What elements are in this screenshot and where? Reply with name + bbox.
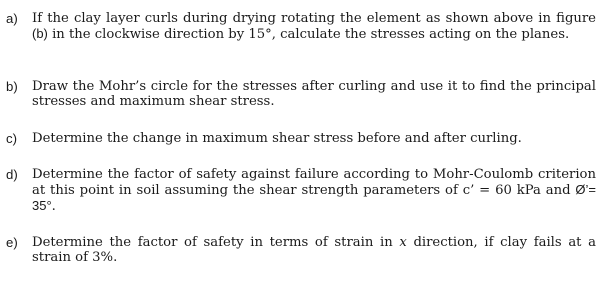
question-text-segment: If the clay layer curls during drying rotating the element as shown above in figure — [32, 11, 596, 26]
question-text-segment: Determine the factor of safety against failure according to Mohr-Coulomb criterion at this point in soil assuming the shear strength parameters of c’ = 60 kPa and — [32, 167, 596, 199]
friction-angle-value: Ø’= 35° — [32, 182, 596, 214]
x-direction-symbol: x — [399, 235, 407, 250]
question-text-segment: in the clockwise direction by 15°, calculate the stresses acting on the planes. — [47, 27, 570, 43]
question-text — [32, 79, 596, 109]
question-text-segment: direction, if clay fails at a strain of 3%. — [32, 235, 596, 266]
question-marker: d) — [6, 167, 18, 182]
figure-reference: (b) — [32, 26, 48, 42]
question-text — [32, 235, 596, 265]
question-marker: e) — [6, 235, 18, 250]
question-marker: a) — [6, 11, 18, 26]
question-text-segment: Draw the Mohr’s circle for the stresses after curling and use it to find the principal stresses and maximum shear stress. — [32, 79, 596, 110]
question-marker: c) — [6, 131, 17, 146]
question-text — [32, 11, 596, 42]
question-marker: b) — [6, 79, 18, 94]
question-text — [32, 131, 596, 146]
question-text-segment: Determine the factor of safety in terms of strain in — [32, 235, 400, 250]
question-text-segment: Determine the change in maximum shear stress before and after curling. — [32, 131, 522, 146]
question-text-segment: . — [51, 199, 56, 215]
question-text — [32, 167, 596, 215]
